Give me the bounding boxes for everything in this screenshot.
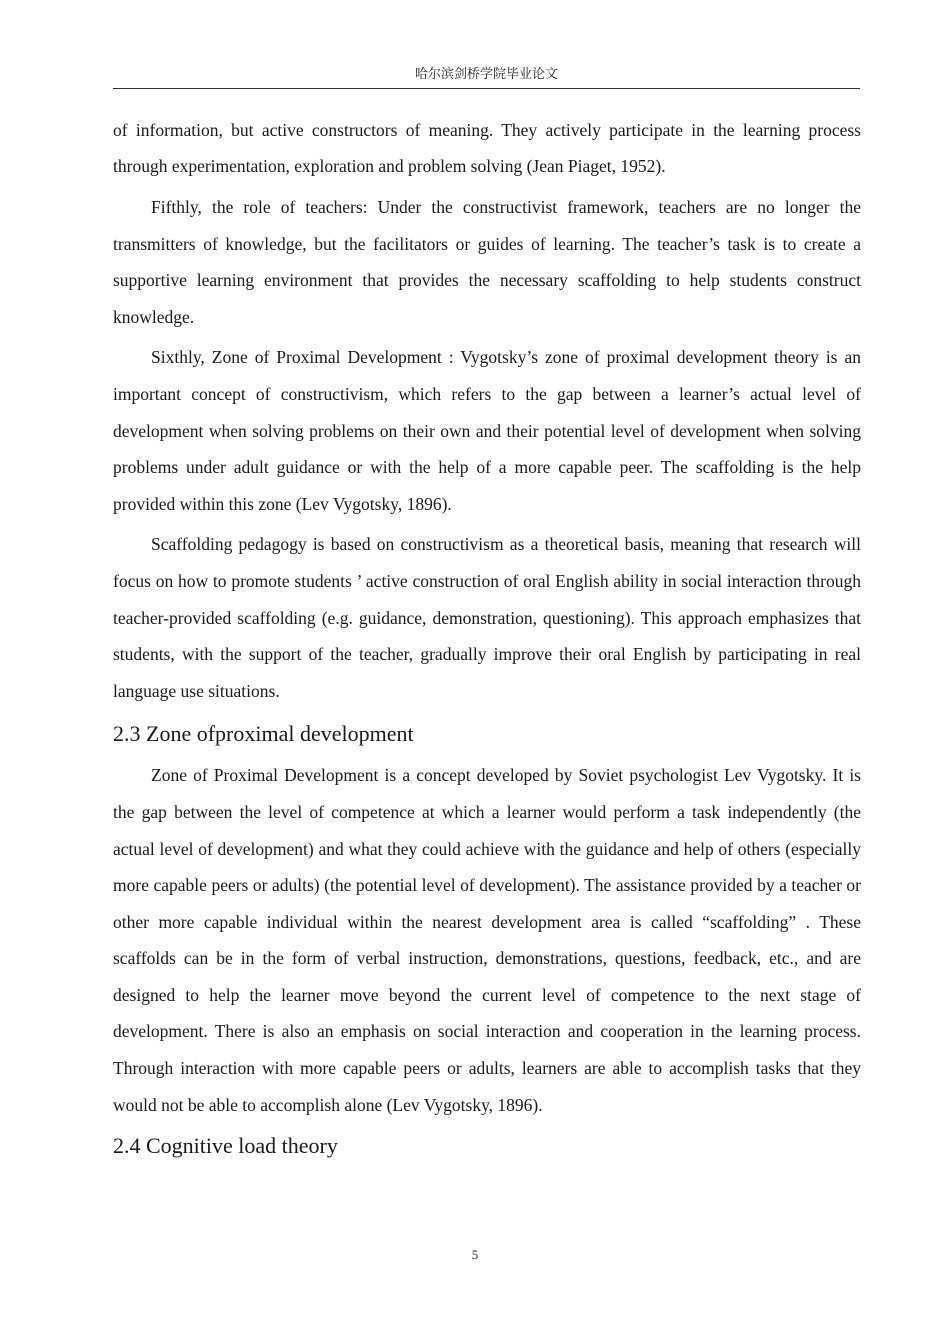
paragraph-role-of-teachers: Fifthly, the role of teachers: Under the constructivist framework, teachers are no longer the transmitters of knowledge, but the facilitators or guides of learning. The teacher’s task is to create a supportive learning environment that provides the necessary scaffolding to help students construct knowledge. xyxy=(113,197,861,327)
header-divider xyxy=(113,88,860,89)
paragraph-zpd-definition: Zone of Proximal Development is a concept developed by Soviet psychologist Lev Vygotsky. It is the gap between the level of competence at which a learner would perform a task independently (the actual level of development) and what they could achieve with the guidance and help of others (especially more capable peers or adults) (the potential level of development). The assistance provided by a teacher or other more capable individual within the nearest development area is called “scaffolding” . These scaffolds can be in the form of verbal instruction, demonstrations, questions, feedback, etc., and are designed to help the learner move beyond the current level of competence to the next stage of development. There is also an emphasis on social interaction and cooperation in the learning process. Through interaction with more capable peers or adults, learners are able to accomplish tasks that they would not be able to accomplish alone (Lev Vygotsky, 1896). xyxy=(113,765,861,1115)
paragraph-scaffolding-pedagogy: Scaffolding pedagogy is based on constructivism as a theoretical basis, meaning that research will focus on how to promote students ’ active construction of oral English ability in social interaction through teacher-provided scaffolding (e.g. guidance, demonstration, questioning). This approach emphasizes that students, with the support of the teacher, gradually improve their oral English by participating in real language use situations. xyxy=(113,534,861,701)
section-heading-2-4: 2.4 Cognitive load theory xyxy=(113,1133,338,1159)
section-heading-2-3: 2.3 Zone ofproximal development xyxy=(113,721,414,747)
paragraph-continuation: of information, but active constructors of meaning. They actively participate in the learning process through experimentation, exploration and problem solving (Jean Piaget, 1952). xyxy=(113,120,861,176)
page-number: 5 xyxy=(471,1247,479,1262)
paragraph-zpd-principle: Sixthly, Zone of Proximal Development : Vygotsky’s zone of proximal development theory is an important concept of constructivism, which refers to the gap between a learner’s actual level of development when solving problems on their own and their potential level of development when solving problems under adult guidance or with the help of a more capable peer. The scaffolding is the help provided within this zone (Lev Vygotsky, 1896). xyxy=(113,347,861,514)
page-body xyxy=(113,113,861,1169)
running-header: 哈尔滨剑桥学院毕业论文 xyxy=(414,67,558,82)
